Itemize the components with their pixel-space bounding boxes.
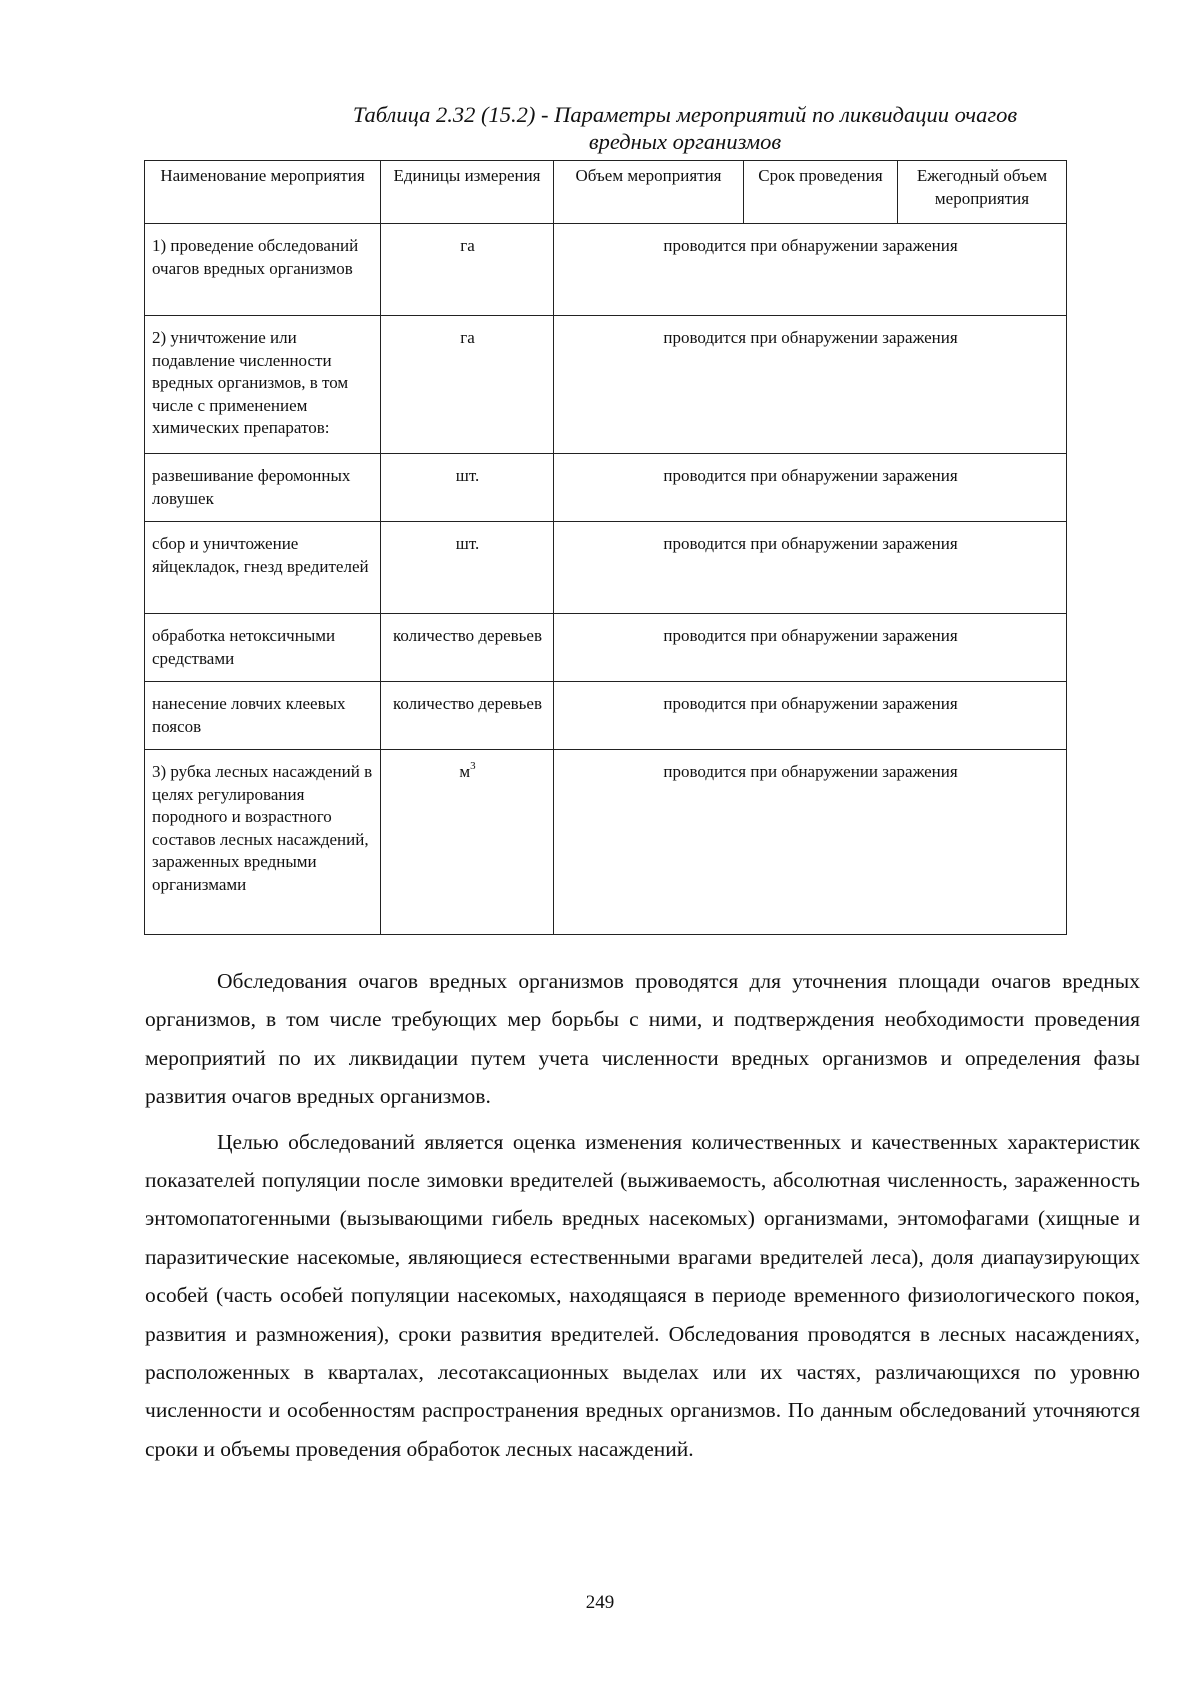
row-note: проводится при обнаружении заражения xyxy=(554,522,1067,614)
row-name: сбор и уничтожение яйцекладок, гнезд вредителей xyxy=(145,522,381,614)
row-name: 1) проведение обследований очагов вредных организмов xyxy=(145,224,381,316)
paragraph: Целью обследований является оценка изменения количественных и качественных характеристик показателей популяции после зимовки вредителей (выживаемость, абсолютная численность, зараженность энтомопатогенными (вызывающими гибель вредных насекомых) организмами, энтомофагами (хищные и паразитические насекомые, являющиеся естественными врагами вредителей леса), доля диапаузирующих особей (часть особей популяции насекомых, находящаяся в периоде временного физиологического покоя, развития и размножения), сроки развития вредителей. Обследования проводятся в лесных насаждениях, расположенных в кварталах, лесотаксационных выделах или их частях, различающихся по уровню численности и особенностям распространения вредных организмов. По данным обследований уточняются сроки и объемы проведения обработок лесных насаждений. xyxy=(145,1129,1140,1461)
measures-table xyxy=(144,160,1067,935)
caption-line-2: вредных организмов xyxy=(588,129,782,154)
row-unit: га xyxy=(381,316,554,454)
table-header-row xyxy=(145,161,1067,224)
row-name: 2) уничтожение или подавление численности вредных организмов, в том числе с применением химических препаратов: xyxy=(145,316,381,454)
table-row xyxy=(145,614,1067,682)
body-text xyxy=(145,962,1140,1468)
table-row xyxy=(145,682,1067,750)
table-row xyxy=(145,454,1067,522)
row-unit: шт. xyxy=(381,522,554,614)
row-note: проводится при обнаружении заражения xyxy=(554,316,1067,454)
row-unit: шт. xyxy=(381,454,554,522)
row-note: проводится при обнаружении заражения xyxy=(554,750,1067,935)
table-row xyxy=(145,522,1067,614)
header-term: Срок проведения xyxy=(744,161,898,224)
row-name: развешивание феромонных ловушек xyxy=(145,454,381,522)
header-volume: Объем мероприятия xyxy=(554,161,744,224)
page-number: 249 xyxy=(585,1592,615,1613)
table-row xyxy=(145,316,1067,454)
header-annual-volume: Ежегодный объем мероприятия xyxy=(898,161,1067,224)
row-note: проводится при обнаружении заражения xyxy=(554,224,1067,316)
unit-superscript: 3 xyxy=(470,760,476,772)
row-note: проводится при обнаружении заражения xyxy=(554,454,1067,522)
row-name: 3) рубка лесных насаждений в целях регулирования породного и возрастного составов лесных насаждений, зараженных вредными организмами xyxy=(145,750,381,935)
row-unit: количество деревьев xyxy=(381,682,554,750)
row-unit: количество деревьев xyxy=(381,614,554,682)
row-note: проводится при обнаружении заражения xyxy=(554,614,1067,682)
row-note: проводится при обнаружении заражения xyxy=(554,682,1067,750)
table-caption xyxy=(300,101,1070,155)
header-name: Наименование мероприятия xyxy=(145,161,381,224)
table-row xyxy=(145,224,1067,316)
unit-text: м xyxy=(459,762,471,781)
row-name: нанесение ловчих клеевых поясов xyxy=(145,682,381,750)
table-row xyxy=(145,750,1067,935)
row-unit: га xyxy=(381,224,554,316)
header-unit: Единицы измерения xyxy=(381,161,554,224)
row-name: обработка нетоксичными средствами xyxy=(145,614,381,682)
paragraph: Обследования очагов вредных организмов проводятся для уточнения площади очагов вредных организмов, в том числе требующих мер борьбы с ними, и подтверждения необходимости проведения мероприятий по их ликвидации путем учета численности вредных организмов и определения фазы развития очагов вредных организмов. xyxy=(145,969,1140,1109)
row-unit xyxy=(381,750,554,935)
caption-line-1: Таблица 2.32 (15.2) - Параметры мероприятий по ликвидации очагов xyxy=(352,102,1018,127)
